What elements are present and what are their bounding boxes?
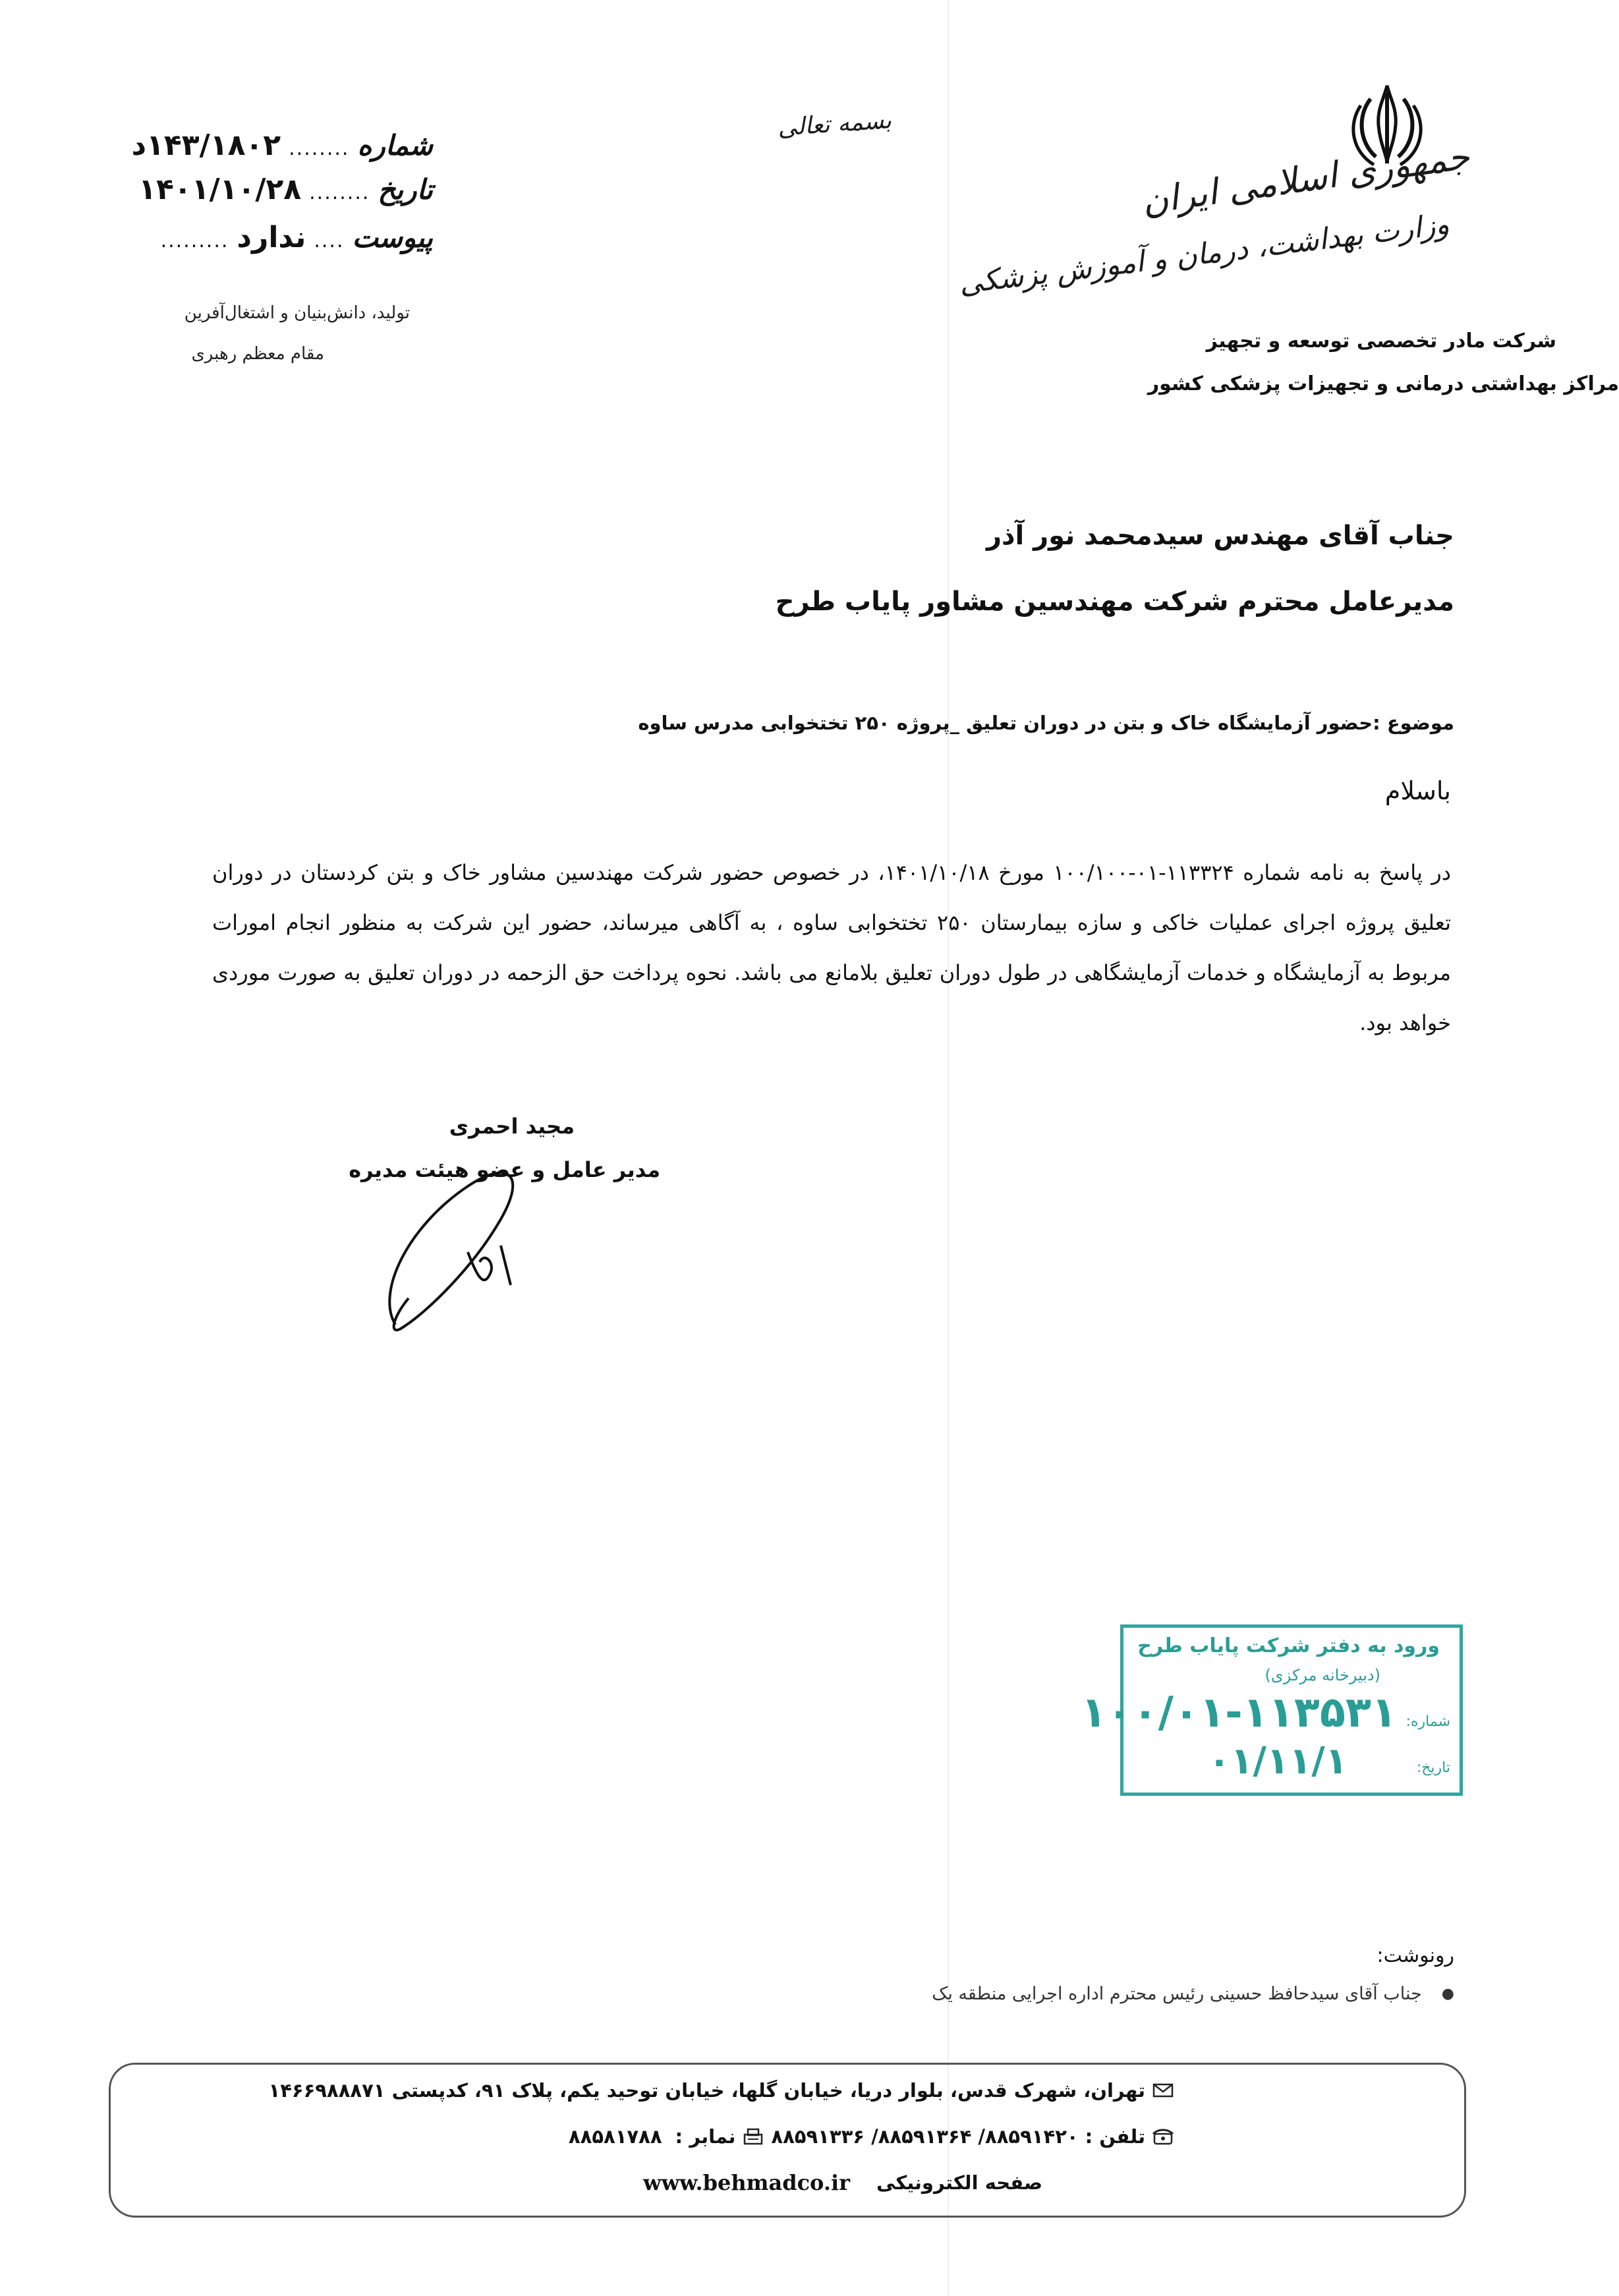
stamp-number-label: شماره: <box>1406 1713 1450 1730</box>
letter-attachment <box>161 221 433 254</box>
signatory-title: مدیر عامل و عضو هیئت مدیره <box>349 1157 660 1182</box>
republic-title: جمهوری اسلامی ایران <box>1139 135 1472 223</box>
basmala: بسمه تعالی <box>776 107 893 142</box>
footer-contacts <box>569 2125 1174 2148</box>
phone-icon <box>1152 2127 1174 2146</box>
letter-body: در پاسخ به نامه شماره ۱۱۳۳۲۴-۰۱-۱۰۰/۱۰۰ مورخ ۱۴۰۱/۱۰/۱۸، در خصوص حضور شرکت مهندسین مشاور خاک و بتن کردستان در دوران تعلیق پروژه اجرای عملیات خاکی و سازه بیمارستان ۲۵۰ تختخوابی ساوه ، به آگاهی میرساند، حضور این شرکت به منظور انجام امورات مربوط به آزمایشگاه و خدمات آزمایشگاهی در طول دوران تعلیق بلامانع می باشد. نحوه پرداخت حق الزحمه در دوران تعلیق به صورت موردی خواهد بود. <box>212 860 1452 1035</box>
org-line-2: مراکز بهداشتی درمانی و تجهیزات پزشکی کشور <box>1147 372 1619 395</box>
cc-title: رونوشت: <box>1377 1944 1454 1967</box>
dots: ........ <box>309 181 370 204</box>
number-label: شماره <box>357 129 433 161</box>
reception-stamp <box>1081 1624 1463 1796</box>
greeting: باسلام <box>1384 776 1451 805</box>
recipient-name: جناب آقای مهندس سیدمحمد نور آذر <box>986 521 1454 551</box>
slogan-attribution: مقام معظم رهبری <box>191 344 324 364</box>
phone-numbers: ۸۸۵۹۱۴۲۰/ ۸۸۵۹۱۳۶۴/ ۸۸۵۹۱۳۳۶ <box>771 2125 1079 2148</box>
cc-item <box>932 1984 1454 2004</box>
footer-box <box>109 2063 1466 2218</box>
envelope-icon <box>1152 2081 1174 2100</box>
address-text: تهران، شهرک قدس، بلوار دریا، خیابان گلها، خیابان توحید یکم، پلاک ۹۱، کدپستی ۱۴۶۶۹۸۸۸۷۱ <box>268 2079 1145 2102</box>
footer-address <box>269 2079 1175 2102</box>
dots: ......... <box>160 229 229 252</box>
letter-number <box>131 129 433 162</box>
signatory-name: مجید احمری <box>449 1114 575 1139</box>
website-label: صفحه الکترونیکی <box>876 2171 1042 2194</box>
dots: .... <box>314 229 345 252</box>
date-label: تاریخ <box>378 173 433 206</box>
number-value: ۱۴۳/۱۸۰۲د <box>131 129 281 162</box>
subject-line: موضوع :حضور آزمایشگاه خاک و بتن در دوران تعلیق _پروژه ۲۵۰ تختخوابی مدرس ساوه <box>638 712 1454 734</box>
stamp-number: ۱۰۰/۰۱-۱۱۳۵۳۱ <box>1081 1688 1397 1737</box>
letter-date <box>138 173 433 206</box>
cc-item-text: جناب آقای سیدحافظ حسینی رئیس محترم اداره اجرایی منطقه یک <box>932 1984 1422 2004</box>
date-value: ۱۴۰۱/۱۰/۲۸ <box>138 173 302 206</box>
stamp-subheading: (دبیرخانه مرکزی) <box>1264 1666 1380 1684</box>
ministry-title: وزارت بهداشت، درمان و آموزش پزشکی <box>957 207 1452 301</box>
handwritten-signature <box>369 1147 540 1338</box>
footer-website <box>643 2170 1042 2195</box>
attachment-label: پیوست <box>352 221 433 254</box>
fax-number: ۸۸۵۸۱۷۸۸ <box>568 2125 662 2148</box>
fax-icon <box>742 2127 764 2146</box>
slogan-text: تولید، دانش‌بنیان و اشتغال‌آفرین <box>184 303 410 323</box>
phone-label: تلفن : <box>1085 2125 1145 2148</box>
bullet-icon: ● <box>1441 1986 1454 2002</box>
dots: ........ <box>289 137 350 160</box>
stamp-date: ۰۱/۱۱/۱ <box>1208 1740 1348 1783</box>
stamp-heading: ورود به دفتر شرکت پایاب طرح <box>1137 1634 1440 1657</box>
fax-label: نمابر : <box>675 2125 736 2148</box>
attachment-value: ندارد <box>237 221 306 254</box>
org-line-1: شرکت مادر تخصصی توسعه و تجهیز <box>1206 330 1556 353</box>
recipient-title: مدیرعامل محترم شرکت مهندسین مشاور پایاب طرح <box>775 587 1454 617</box>
website-link[interactable]: www.behmadco.ir <box>643 2170 850 2195</box>
fold-line <box>948 0 949 2296</box>
stamp-date-label: تاریخ: <box>1416 1760 1450 1776</box>
